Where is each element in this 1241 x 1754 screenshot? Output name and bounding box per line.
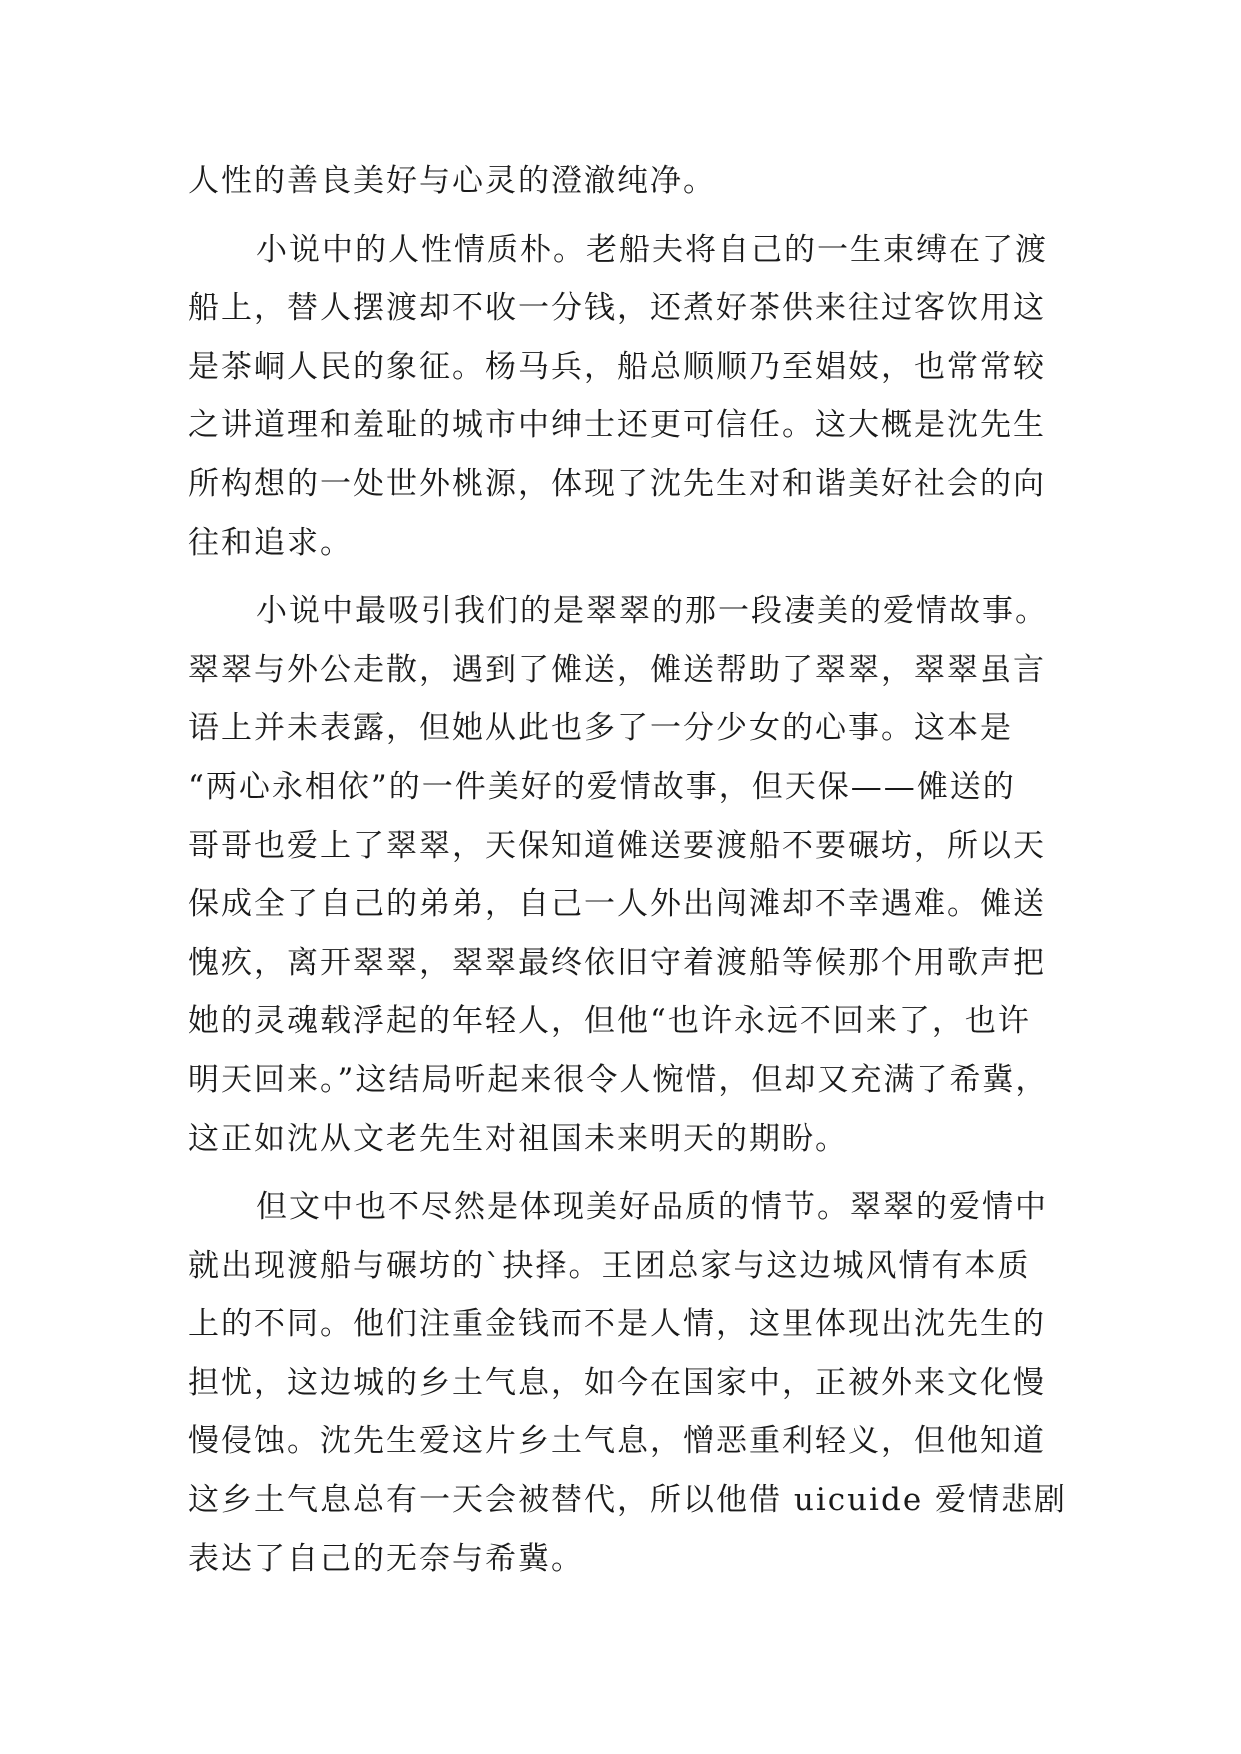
text-line: 表达了自己的无奈与希冀。 xyxy=(188,1540,584,1577)
text-line: 但文中也不尽然是体现美好品质的情节。翠翠的爱情中 xyxy=(256,1189,1048,1226)
text-line: 保成全了自己的弟弟，自己一人外出闯滩却不幸遇难。傩送 xyxy=(188,886,1046,923)
text-line: 语上并未表露，但她从此也多了一分少女的心事。这本是 xyxy=(188,710,1013,747)
text-line: 是茶峒人民的象征。杨马兵，船总顺顺乃至娼妓，也常常较 xyxy=(188,348,1046,385)
text-line: 这乡土气息总有一天会被替代，所以他借 uicuide 爱情悲剧 xyxy=(188,1482,1068,1519)
paragraph xyxy=(188,152,1068,211)
text-line: 这正如沈从文老先生对祖国未来明天的期盼。 xyxy=(188,1120,848,1157)
text-line: 明天回来。”这结局听起来很令人惋惜，但却又充满了希冀， xyxy=(188,1061,1049,1098)
text-line: 担忧，这边城的乡土气息，如今在国家中，正被外来文化慢 xyxy=(188,1364,1046,1401)
paragraph xyxy=(188,221,1068,573)
text-line: 她的灵魂载浮起的年轻人，但他“也许永远不回来了，也许 xyxy=(188,1003,1031,1040)
text-line: 之讲道理和羞耻的城市中绅士还更可信任。这大概是沈先生 xyxy=(188,407,1046,444)
text-line: 人性的善良美好与心灵的澄澈纯净。 xyxy=(188,163,716,199)
text-line: 小说中的人性情质朴。老船夫将自己的一生束缚在了渡 xyxy=(256,231,1048,268)
text-line: 就出现渡船与碾坊的`抉择。王团总家与这边城风情有本质 xyxy=(188,1247,1031,1284)
text-line: 所构想的一处世外桃源，体现了沈先生对和谐美好社会的向 xyxy=(188,465,1046,502)
paragraph xyxy=(188,1178,1068,1588)
text-line: 船上，替人摆渡却不收一分钱，还煮好茶供来往过客饮用这 xyxy=(188,290,1046,327)
text-line: 哥哥也爱上了翠翠，天保知道傩送要渡船不要碾坊，所以天 xyxy=(188,827,1046,864)
paragraph xyxy=(188,582,1068,1168)
text-line: 愧疚，离开翠翠，翠翠最终依旧守着渡船等候那个用歌声把 xyxy=(188,944,1046,981)
text-line: 往和追求。 xyxy=(188,524,353,561)
text-line: “两心永相依”的一件美好的爱情故事，但天保——傩送的 xyxy=(188,768,1016,805)
text-line: 小说中最吸引我们的是翠翠的那一段凄美的爱情故事。 xyxy=(256,593,1048,630)
text-line: 上的不同。他们注重金钱而不是人情，这里体现出沈先生的 xyxy=(188,1306,1046,1343)
text-line: 慢侵蚀。沈先生爱这片乡土气息，憎恶重利轻义，但他知道 xyxy=(188,1423,1046,1460)
document-body xyxy=(188,152,1068,1588)
text-line: 翠翠与外公走散，遇到了傩送，傩送帮助了翠翠，翠翠虽言 xyxy=(188,651,1046,688)
